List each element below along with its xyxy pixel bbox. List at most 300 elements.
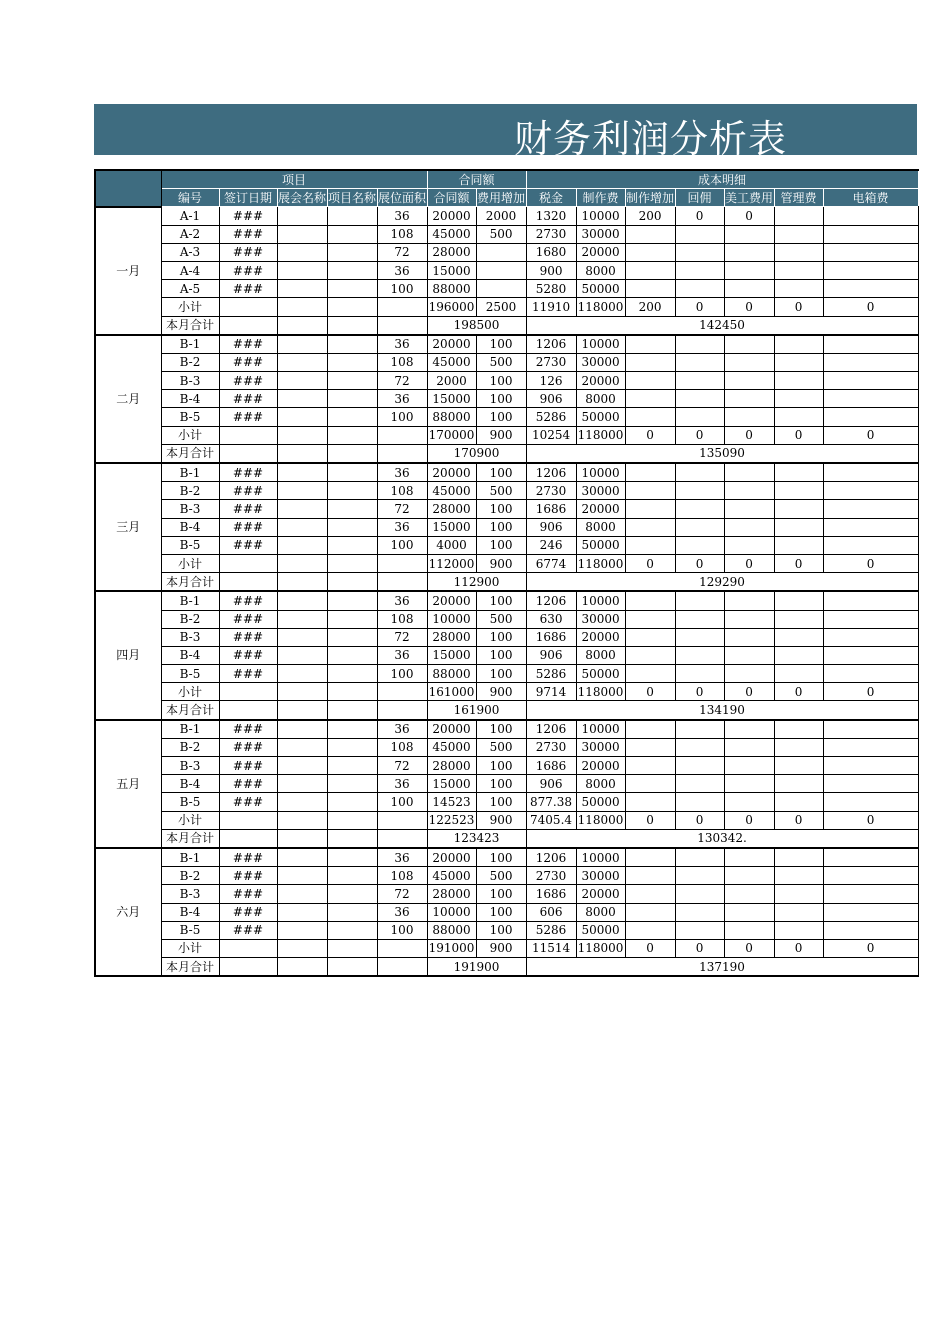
table-cell [377, 939, 427, 957]
table-cell [625, 372, 675, 390]
subtotal-value: 6774 [526, 554, 576, 572]
table-cell [277, 335, 327, 354]
subtotal-value: 0 [774, 939, 823, 957]
table-cell [377, 316, 427, 335]
table-cell: 36 [377, 335, 427, 354]
cost-total: 135090 [526, 444, 918, 463]
table-cell [377, 829, 427, 848]
table-row [95, 518, 918, 536]
cost-total: 130342. [526, 829, 918, 848]
table-cell [625, 353, 675, 371]
table-cell: 2730 [526, 225, 576, 243]
table-cell [774, 353, 823, 371]
table-cell [327, 665, 377, 683]
table-row [95, 757, 918, 775]
table-cell: 100 [476, 921, 526, 939]
table-cell: 72 [377, 757, 427, 775]
table-cell [625, 646, 675, 664]
table-cell: 8000 [576, 518, 625, 536]
table-cell: 88000 [427, 921, 476, 939]
table-cell [724, 646, 774, 664]
group-project: 项目 [161, 170, 427, 189]
group-cost: 成本明细 [526, 170, 918, 189]
table-cell [774, 646, 823, 664]
table-cell [823, 628, 918, 646]
table-cell [774, 500, 823, 518]
subtotal-value: 900 [476, 683, 526, 701]
table-cell [277, 939, 327, 957]
table-cell [774, 372, 823, 390]
table-cell: 108 [377, 225, 427, 243]
table-cell: 100 [476, 793, 526, 811]
table-cell: 100 [476, 500, 526, 518]
table-cell: 0 [724, 207, 774, 225]
subtotal-value: 122523 [427, 811, 476, 829]
table-cell: 126 [526, 372, 576, 390]
table-cell: 20000 [576, 243, 625, 261]
table-cell: 2000 [476, 207, 526, 225]
total-label: 本月合计 [161, 701, 219, 720]
table-cell [327, 829, 377, 848]
table-cell: 5280 [526, 280, 576, 298]
table-cell: B-3 [161, 500, 219, 518]
table-cell: 500 [476, 610, 526, 628]
table-cell: 906 [526, 518, 576, 536]
column-header: 展会名称 [277, 189, 327, 207]
table-cell [774, 848, 823, 867]
table-cell: ### [219, 848, 277, 867]
table-cell [327, 280, 377, 298]
subtotal-value: 2500 [476, 298, 526, 316]
table-cell [277, 665, 327, 683]
subtotal-value: 0 [675, 939, 724, 957]
table-cell [774, 757, 823, 775]
table-cell [675, 867, 724, 885]
table-cell: 1206 [526, 591, 576, 610]
subtotal-row [95, 939, 918, 957]
table-cell: 100 [476, 775, 526, 793]
table-cell [675, 500, 724, 518]
table-cell [823, 720, 918, 739]
table-cell [823, 335, 918, 354]
table-cell: ### [219, 372, 277, 390]
table-cell [675, 335, 724, 354]
table-cell [724, 921, 774, 939]
table-cell [675, 665, 724, 683]
table-cell [774, 280, 823, 298]
table-cell [277, 683, 327, 701]
table-cell: 10000 [576, 591, 625, 610]
subtotal-value: 0 [625, 811, 675, 829]
subtotal-value: 0 [675, 554, 724, 572]
table-row [95, 903, 918, 921]
table-row [95, 646, 918, 664]
table-cell: 15000 [427, 261, 476, 279]
table-cell [476, 243, 526, 261]
table-cell: 10000 [576, 848, 625, 867]
table-cell [327, 811, 377, 829]
table-cell: ### [219, 280, 277, 298]
table-cell: 36 [377, 463, 427, 482]
table-cell [327, 335, 377, 354]
table-row [95, 848, 918, 867]
table-row [95, 591, 918, 610]
table-cell [675, 610, 724, 628]
table-cell [724, 335, 774, 354]
table-cell [823, 390, 918, 408]
table-cell: 2730 [526, 482, 576, 500]
table-cell: 20000 [576, 757, 625, 775]
table-row [95, 665, 918, 683]
table-cell: A-5 [161, 280, 219, 298]
table-cell [327, 518, 377, 536]
table-cell [327, 939, 377, 957]
table-cell [675, 225, 724, 243]
month-total-row [95, 829, 918, 848]
table-cell: ### [219, 921, 277, 939]
table-cell [277, 554, 327, 572]
subtotal-value: 0 [823, 426, 918, 444]
subtotal-value: 170000 [427, 426, 476, 444]
table-cell [377, 298, 427, 316]
table-cell [724, 610, 774, 628]
table-cell: 100 [476, 757, 526, 775]
table-cell [327, 261, 377, 279]
table-cell: 100 [476, 591, 526, 610]
table-cell [625, 665, 675, 683]
table-cell: 100 [476, 518, 526, 536]
table-cell [625, 408, 675, 426]
table-cell: 100 [476, 408, 526, 426]
table-cell: 1206 [526, 463, 576, 482]
table-cell [327, 207, 377, 225]
table-cell [625, 610, 675, 628]
table-cell [724, 463, 774, 482]
table-cell [219, 829, 277, 848]
table-cell [625, 921, 675, 939]
table-cell: A-4 [161, 261, 219, 279]
table-cell [625, 280, 675, 298]
table-cell: B-5 [161, 921, 219, 939]
table-cell [675, 921, 724, 939]
table-cell [724, 628, 774, 646]
title-bar [94, 104, 917, 161]
table-row [95, 280, 918, 298]
table-cell: 8000 [576, 646, 625, 664]
table-cell: 20000 [576, 372, 625, 390]
table-cell: 30000 [576, 225, 625, 243]
table-cell: 0 [675, 207, 724, 225]
table-cell [327, 500, 377, 518]
subtotal-row [95, 811, 918, 829]
table-cell [277, 482, 327, 500]
table-cell: 20000 [427, 720, 476, 739]
table-cell: ### [219, 885, 277, 903]
subtotal-value: 118000 [576, 298, 625, 316]
table-cell: ### [219, 720, 277, 739]
table-cell [277, 316, 327, 335]
table-cell: ### [219, 335, 277, 354]
subtotal-value: 0 [625, 939, 675, 957]
cost-total: 142450 [526, 316, 918, 335]
table-cell: 28000 [427, 885, 476, 903]
table-row [95, 720, 918, 739]
table-cell: 900 [526, 261, 576, 279]
table-cell [377, 701, 427, 720]
table-cell: 88000 [427, 665, 476, 683]
subtotal-value: 0 [724, 939, 774, 957]
table-cell [625, 848, 675, 867]
table-cell: 1686 [526, 757, 576, 775]
table-cell: 14523 [427, 793, 476, 811]
table-cell [774, 665, 823, 683]
table-cell [774, 482, 823, 500]
table-cell: 88000 [427, 408, 476, 426]
subtotal-value: 0 [774, 298, 823, 316]
subtotal-value: 0 [823, 298, 918, 316]
table-cell: 100 [476, 885, 526, 903]
table-cell: 45000 [427, 738, 476, 756]
table-cell [724, 518, 774, 536]
month-total-row [95, 701, 918, 720]
subtotal-value: 112000 [427, 554, 476, 572]
subtotal-value: 196000 [427, 298, 476, 316]
table-cell [625, 518, 675, 536]
table-cell: 10000 [576, 720, 625, 739]
table-cell [823, 738, 918, 756]
table-cell [219, 554, 277, 572]
table-cell: 45000 [427, 482, 476, 500]
spreadsheet-viewport[interactable] [94, 169, 889, 976]
table-cell [327, 482, 377, 500]
table-cell: 5286 [526, 921, 576, 939]
table-cell: 100 [377, 280, 427, 298]
table-cell: 1680 [526, 243, 576, 261]
table-cell [774, 885, 823, 903]
table-cell [327, 573, 377, 592]
table-cell [277, 444, 327, 463]
contract-total: 112900 [427, 573, 526, 592]
table-cell [724, 848, 774, 867]
table-cell: 100 [476, 463, 526, 482]
table-cell: 630 [526, 610, 576, 628]
table-cell [823, 408, 918, 426]
table-cell [625, 903, 675, 921]
table-cell: B-4 [161, 390, 219, 408]
table-cell [277, 573, 327, 592]
month-total-row [95, 316, 918, 335]
table-cell [823, 536, 918, 554]
table-cell: 15000 [427, 775, 476, 793]
table-cell: 28000 [427, 500, 476, 518]
table-cell [675, 372, 724, 390]
table-cell [823, 482, 918, 500]
table-row [95, 536, 918, 554]
subtotal-value: 118000 [576, 939, 625, 957]
table-cell [774, 463, 823, 482]
table-cell [774, 225, 823, 243]
table-cell [724, 408, 774, 426]
table-cell [219, 316, 277, 335]
table-cell [675, 720, 724, 739]
table-row [95, 500, 918, 518]
table-cell [774, 408, 823, 426]
table-row [95, 867, 918, 885]
table-cell: 20000 [427, 591, 476, 610]
table-cell [219, 958, 277, 977]
table-cell [327, 720, 377, 739]
subtotal-row [95, 426, 918, 444]
subtotal-value: 0 [823, 554, 918, 572]
table-cell: B-1 [161, 335, 219, 354]
subtotal-value: 200 [625, 298, 675, 316]
table-cell [774, 775, 823, 793]
table-cell: 10000 [576, 335, 625, 354]
table-cell [823, 225, 918, 243]
table-cell [219, 298, 277, 316]
subtotal-value: 900 [476, 811, 526, 829]
table-cell [327, 243, 377, 261]
table-cell [724, 903, 774, 921]
table-cell [625, 536, 675, 554]
table-cell [277, 867, 327, 885]
table-cell [625, 463, 675, 482]
subtotal-value: 11910 [526, 298, 576, 316]
table-cell [377, 554, 427, 572]
table-cell: 28000 [427, 757, 476, 775]
table-cell [724, 390, 774, 408]
table-cell: 36 [377, 261, 427, 279]
table-cell: ### [219, 757, 277, 775]
table-cell [823, 665, 918, 683]
table-cell [327, 701, 377, 720]
table-cell: 36 [377, 390, 427, 408]
subtotal-value: 118000 [576, 426, 625, 444]
table-cell [823, 646, 918, 664]
subtotal-value: 118000 [576, 554, 625, 572]
table-cell: B-1 [161, 463, 219, 482]
table-cell [823, 848, 918, 867]
table-cell [675, 463, 724, 482]
table-cell [774, 207, 823, 225]
subtotal-label: 小计 [161, 939, 219, 957]
table-cell: 500 [476, 225, 526, 243]
subtotal-row [95, 683, 918, 701]
table-cell [675, 848, 724, 867]
table-cell: 877.38 [526, 793, 576, 811]
table-cell: 1686 [526, 500, 576, 518]
table-cell [675, 903, 724, 921]
table-cell [327, 921, 377, 939]
table-cell [823, 372, 918, 390]
table-cell [724, 500, 774, 518]
table-cell [219, 444, 277, 463]
subtotal-label: 小计 [161, 554, 219, 572]
table-cell: 50000 [576, 408, 625, 426]
table-cell: ### [219, 793, 277, 811]
table-cell [277, 829, 327, 848]
table-cell [724, 353, 774, 371]
table-cell [724, 482, 774, 500]
table-row [95, 885, 918, 903]
subtotal-value: 0 [823, 939, 918, 957]
column-header: 美工费用 [724, 189, 774, 207]
table-cell [277, 225, 327, 243]
month-total-row [95, 444, 918, 463]
table-cell [724, 536, 774, 554]
table-cell: 10000 [576, 463, 625, 482]
table-cell: 50000 [576, 280, 625, 298]
month-label: 五月 [95, 720, 161, 848]
table-cell: 500 [476, 482, 526, 500]
table-cell [625, 591, 675, 610]
column-header: 费用增加 [476, 189, 526, 207]
table-cell: B-2 [161, 482, 219, 500]
table-cell: 100 [377, 665, 427, 683]
table-cell: 100 [476, 665, 526, 683]
subtotal-value: 191000 [427, 939, 476, 957]
header-group-row [95, 170, 918, 189]
table-cell [675, 793, 724, 811]
subtotal-value: 0 [724, 426, 774, 444]
table-cell [277, 500, 327, 518]
subtotal-value: 0 [774, 554, 823, 572]
table-cell: 28000 [427, 628, 476, 646]
table-cell [625, 390, 675, 408]
table-cell: 5286 [526, 665, 576, 683]
table-cell: 246 [526, 536, 576, 554]
subtotal-value: 0 [625, 683, 675, 701]
table-cell [675, 885, 724, 903]
table-cell: ### [219, 646, 277, 664]
table-cell: ### [219, 867, 277, 885]
table-cell [823, 775, 918, 793]
table-row [95, 775, 918, 793]
table-cell: 100 [476, 335, 526, 354]
table-cell: 100 [476, 390, 526, 408]
table-cell: B-2 [161, 738, 219, 756]
table-cell [823, 353, 918, 371]
table-cell [625, 885, 675, 903]
table-cell [774, 867, 823, 885]
table-cell: A-2 [161, 225, 219, 243]
table-row [95, 628, 918, 646]
table-cell: 8000 [576, 261, 625, 279]
table-cell [774, 243, 823, 261]
table-cell [675, 518, 724, 536]
table-cell [327, 316, 377, 335]
table-row [95, 921, 918, 939]
column-header: 回佣 [675, 189, 724, 207]
table-cell: 36 [377, 720, 427, 739]
table-row [95, 463, 918, 482]
table-cell [327, 738, 377, 756]
table-cell: ### [219, 903, 277, 921]
table-cell [675, 261, 724, 279]
table-cell [277, 536, 327, 554]
table-cell: 30000 [576, 610, 625, 628]
month-total-row [95, 958, 918, 977]
table-row [95, 261, 918, 279]
table-cell [377, 573, 427, 592]
table-cell [277, 372, 327, 390]
table-cell [327, 958, 377, 977]
table-cell: ### [219, 591, 277, 610]
table-cell [327, 298, 377, 316]
table-cell: 5286 [526, 408, 576, 426]
table-cell: 8000 [576, 903, 625, 921]
month-label: 一月 [95, 207, 161, 335]
